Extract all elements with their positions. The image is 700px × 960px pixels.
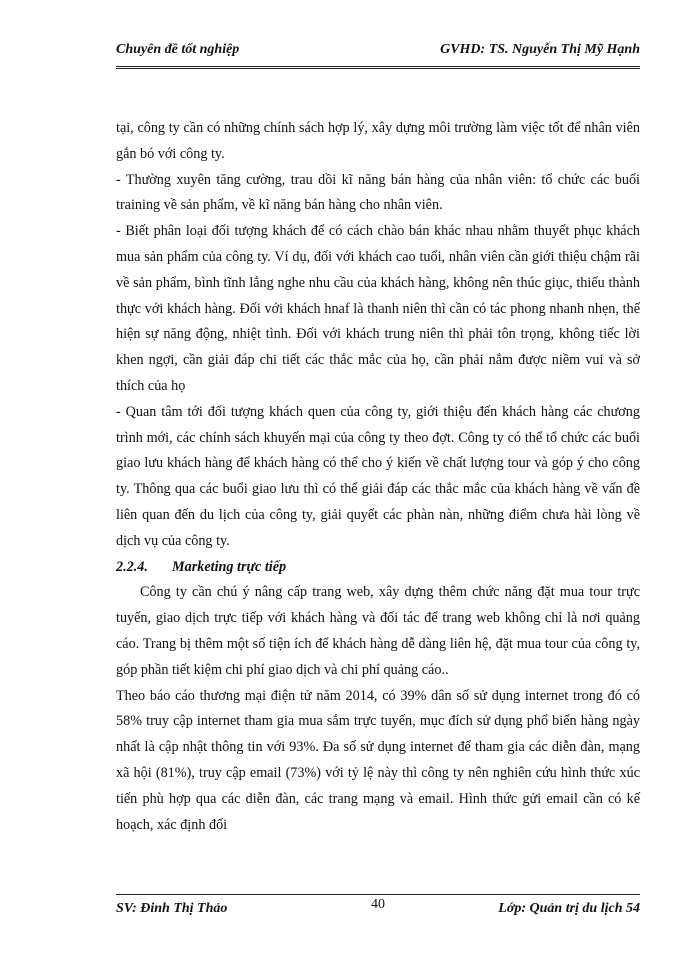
bullet-paragraph: - Biết phân loại đối tượng khách để có cách chào bán khác nhau nhằm thuyết phục khách mua sản phẩm của công ty. Ví dụ, đối với khách cao tuổi, nhân viên cần giới thiệu chậm rãi về sản phẩm, bình tĩnh lắng nghe nhu cầu của khách hàng, không nên thúc giục, thiếu thành thực với khách hàng. Đối với khách hnaf là thanh niên thì cần có tác phong nhanh nhẹn, thể hiện sự năng động, nhiệt tình. Đối với khách trung niên thì phải tôn trọng, không tiếc lời khen ngợi, cần giải đáp chi tiết các thắc mắc của họ, cần phải nắm được niềm vui và sở thích của họ (116, 223, 640, 394)
paragraph: tại, công ty cần có những chính sách hợp lý, xây dựng môi trường làm việc tốt để nhân viên gắn bó với công ty. (116, 120, 640, 162)
section-heading (116, 555, 640, 581)
header-supervisor: GVHD: TS. Nguyễn Thị Mỹ Hạnh (440, 42, 640, 57)
footer-student: SV: Đinh Thị Thảo (116, 901, 228, 916)
paragraph: Theo báo cáo thương mại điện tử năm 2014, có 39% dân số sử dụng internet trong đó có 58% truy cập internet tham gia mua sắm trực tuyến, mục đích sử dụng phổ biến hàng ngày nhất là cập nhật thông tin với 93%. Đa số sử dụng internet để tham gia các diễn đàn, mạng xã hội (81%), truy cập email (73%) với tỷ lệ này thì công ty nên nghiên cứu hình thức xúc tiến phù hợp qua các diễn đàn, các trang mạng và email. Hình thức gửi email cần có kế hoạch, xác định đối (116, 687, 640, 833)
page-footer (116, 894, 640, 925)
paragraph: Công ty cần chú ý nâng cấp trang web, xây dựng thêm chức năng đặt mua tour trực tuyến, giao dịch trực tiếp với khách hàng và đối tác để trang web không chỉ là nơi quảng cáo. Trang bị thêm một số tiện ích để khách hàng dễ dàng liên hệ, đặt mua tour của công ty, góp phần tiết kiệm chi phí giao dịch và chi phí quảng cáo.. (116, 584, 640, 678)
bullet-paragraph: - Thường xuyên tăng cường, trau dồi kĩ năng bán hàng của nhân viên: tổ chức các buổi training về sản phẩm, về kĩ năng bán hàng cho nhân viên. (116, 171, 640, 214)
bullet-paragraph: - Quan tâm tới đối tượng khách quen của công ty, giới thiệu đến khách hàng các chương trình mới, các chính sách khuyến mại của công ty theo đợt. Công ty có thể tổ chức các buổi giao lưu khách hàng để khách hàng có thể cho ý kiến về chất lượng tour và góp ý cho công ty. Thông qua các buổi giao lưu thì có thể giải đáp các thắc mắc của khách hàng về vấn đề liên quan đến du lịch của công ty, giải quyết các phàn nàn, những điểm chưa hài lòng về dịch vụ của công ty. (116, 403, 640, 549)
document-body (116, 116, 640, 838)
section-title: Marketing trực tiếp (172, 558, 287, 575)
page-header (116, 40, 640, 69)
footer-class: Lớp: Quản trị du lịch 54 (498, 901, 640, 916)
page-number: 40 (371, 897, 385, 912)
header-course-title: Chuyên đề tốt nghiệp (116, 42, 240, 57)
section-number: 2.2.4. (116, 558, 148, 575)
